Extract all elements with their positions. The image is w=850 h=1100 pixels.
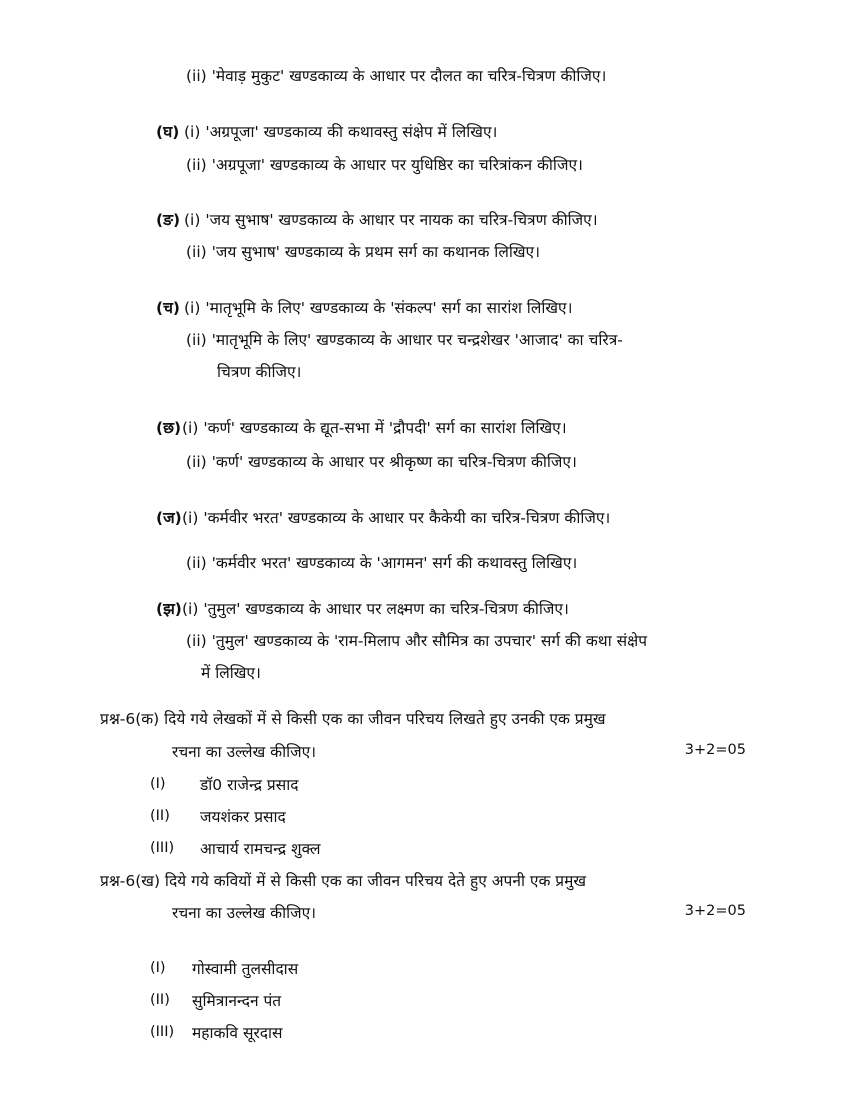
question-text: चित्रण कीजिए। [217,363,302,381]
question-6kha-text: रचना का उल्लेख कीजिए। [172,904,317,922]
option-text: डॉ0 राजेन्द्र प्रसाद [200,776,299,794]
question-text: (ii) 'तुमुल' खण्डकाव्य के 'राम-मिलाप और सौमित्र का उपचार' सर्ग की कथा संक्षेप [186,632,648,650]
option-text: आचार्य रामचन्द्र शुक्ल [200,840,321,858]
option-text: सुमित्रानन्दन पंत [192,992,282,1010]
question-text: (ii) 'जय सुभाष' खण्डकाव्य के प्रथम सर्ग का कथानक लिखिए। [186,243,540,261]
question-text: (i) 'अग्रपूजा' खण्डकाव्य की कथावस्तु संक्षेप में लिखिए। [184,123,498,141]
option-text: जयशंकर प्रसाद [200,808,286,826]
section-label: (ङ) [156,211,181,229]
section-label: (झ) [156,600,182,618]
question-text: (i) 'मातृभूमि के लिए' खण्डकाव्य के 'संकल्प' सर्ग का सारांश लिखिए। [184,299,573,317]
option-number: (III) [150,1024,175,1040]
option-number: (I) [150,776,166,792]
question-text: (i) 'कर्मवीर भरत' खण्डकाव्य के आधार पर कैकेयी का चरित्र-चित्रण कीजिए। [182,509,611,527]
option-text: महाकवि सूरदास [192,1024,283,1042]
question-text: (ii) 'मेवाड़ मुकुट' खण्डकाव्य के आधार पर दौलत का चरित्र-चित्रण कीजिए। [186,67,607,85]
section-label: (च) [156,299,181,317]
question-text: (i) 'जय सुभाष' खण्डकाव्य के आधार पर नायक का चरित्र-चित्रण कीजिए। [184,211,598,229]
option-number: (II) [150,808,170,824]
marks-label: 3+2=05 [684,742,746,758]
option-number: (III) [150,840,175,856]
question-text: (i) 'तुमुल' खण्डकाव्य के आधार पर लक्ष्मण का चरित्र-चित्रण कीजिए। [182,600,569,618]
section-label: (छ) [156,419,182,437]
question-text: (ii) 'अग्रपूजा' खण्डकाव्य के आधार पर युधिष्ठिर का चरित्रांकन कीजिए। [186,156,583,174]
question-text: (ii) 'कर्ण' खण्डकाव्य के आधार पर श्रीकृष्ण का चरित्र-चित्रण कीजिए। [186,453,577,471]
question-6ka-text: रचना का उल्लेख कीजिए। [172,743,317,761]
option-text: गोस्वामी तुलसीदास [192,960,299,978]
question-text: (i) 'कर्ण' खण्डकाव्य के द्यूत-सभा में 'द्रौपदी' सर्ग का सारांश लिखिए। [182,419,567,437]
option-number: (I) [150,960,166,976]
question-text: (ii) 'कर्मवीर भरत' खण्डकाव्य के 'आगमन' सर्ग की कथावस्तु लिखिए। [186,554,578,572]
question-text: (ii) 'मातृभूमि के लिए' खण्डकाव्य के आधार पर चन्द्रशेखर 'आजाद' का चरित्र- [186,331,623,349]
section-label: (ज) [156,509,182,527]
question-6kha-text: प्रश्न-6(ख) दिये गये कवियों में से किसी एक का जीवन परिचय देते हुए अपनी एक प्रमुख [100,872,587,890]
question-text: में लिखिए। [201,664,261,682]
option-number: (II) [150,992,170,1008]
section-label: (घ) [156,123,180,141]
marks-label: 3+2=05 [684,903,746,919]
question-6ka-text: प्रश्न-6(क) दिये गये लेखकों में से किसी एक का जीवन परिचय लिखते हुए उनकी एक प्रमुख [100,710,606,728]
